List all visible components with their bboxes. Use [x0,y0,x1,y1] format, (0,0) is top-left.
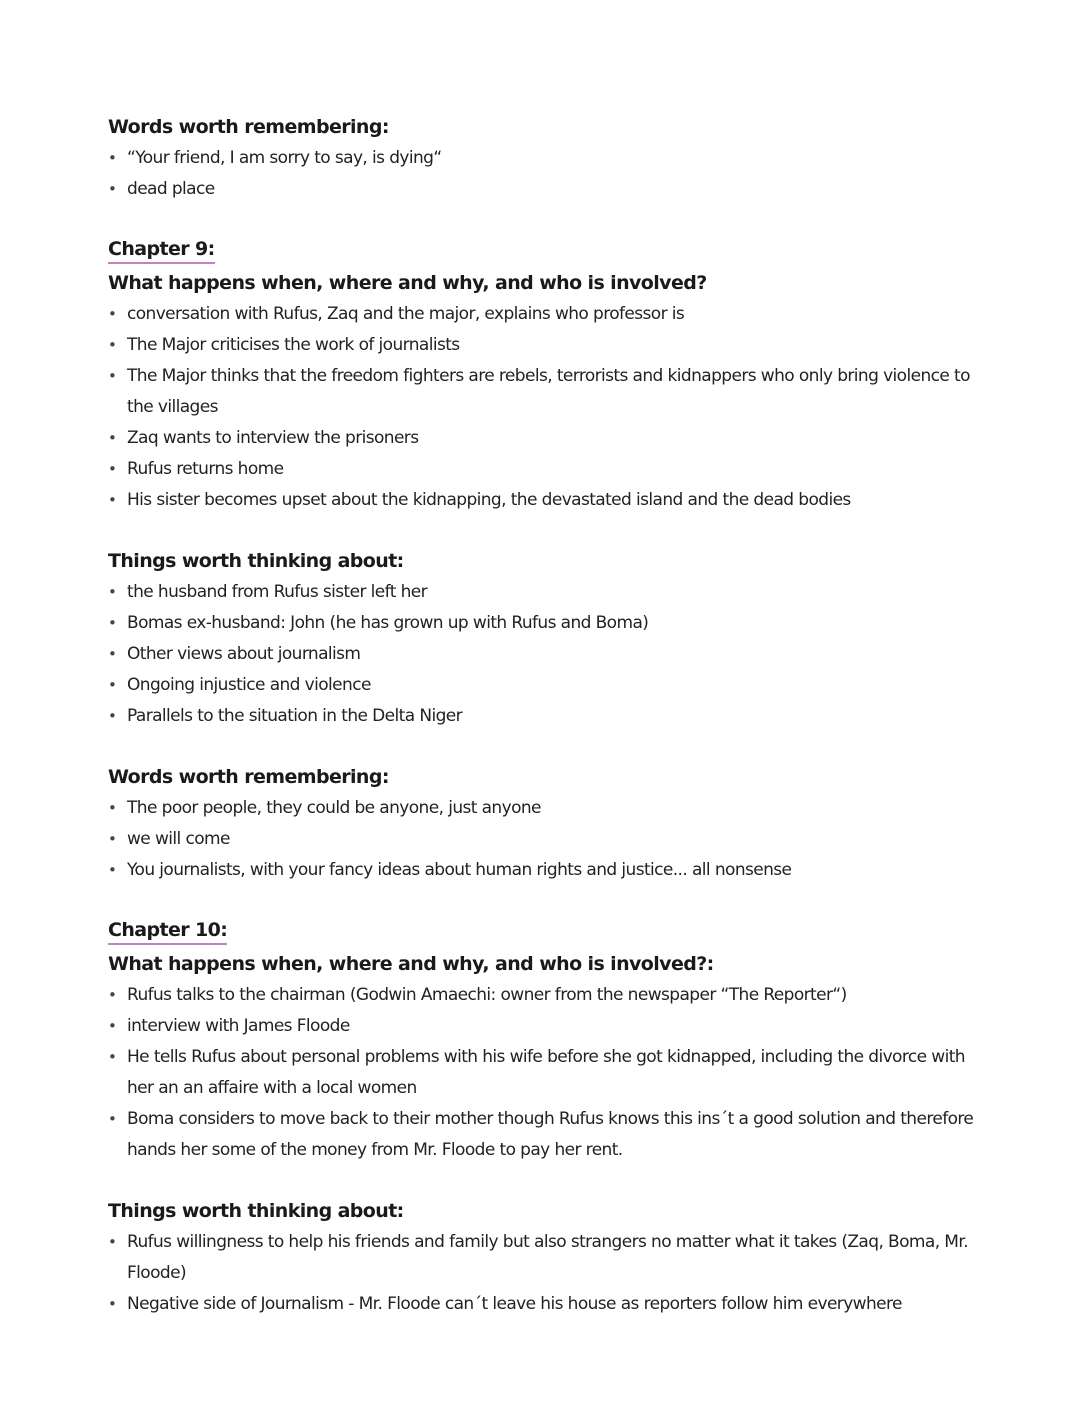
bullet-list [108,577,988,732]
list-item: • the husband from Rufus sister left her [108,577,988,608]
list-item: • we will come [108,824,988,855]
notes-page [108,112,988,1320]
section-things-worth-thinking-about [108,1196,988,1320]
section-words-worth-remembering [108,112,988,205]
section-heading: Words worth remembering: [108,766,389,788]
section-things-worth-thinking-about [108,546,988,732]
list-item: • Rufus returns home [108,454,988,485]
list-item: • conversation with Rufus, Zaq and the major, explains who professor is [108,299,988,330]
section-heading: What happens when, where and why, and who is involved? [108,272,707,294]
bullet-list [108,1227,988,1320]
list-item: • Ongoing injustice and violence [108,670,988,701]
section-heading: Things worth thinking about: [108,1200,404,1222]
bullet-list [108,299,988,516]
section-heading: Things worth thinking about: [108,550,404,572]
list-item: • Rufus willingness to help his friends and family but also strangers no matter what it takes (Zaq, Boma, Mr. Floode) [108,1227,988,1289]
list-item: • Parallels to the situation in the Delta Niger [108,701,988,732]
section-chapter-10 [108,917,988,1166]
list-item: • Zaq wants to interview the prisoners [108,423,988,454]
section-heading: Words worth remembering: [108,116,389,138]
list-item: • The Major criticises the work of journalists [108,330,988,361]
list-item: • You journalists, with your fancy ideas about human rights and justice... all nonsense [108,855,988,886]
section-chapter-9 [108,236,988,516]
bullet-list [108,980,988,1166]
list-item: • dead place [108,174,988,205]
list-item: • Boma considers to move back to their mother though Rufus knows this ins´t a good solution and therefore hands her some of the money from Mr. Floode to pay her rent. [108,1104,988,1166]
section-words-worth-remembering [108,762,988,886]
list-item: • Negative side of Journalism - Mr. Floode can´t leave his house as reporters follow him everywhere [108,1289,988,1320]
list-item: • The Major thinks that the freedom fighters are rebels, terrorists and kidnappers who only bring violence to the villages [108,361,988,423]
list-item: • The poor people, they could be anyone, just anyone [108,793,988,824]
list-item: • Rufus talks to the chairman (Godwin Amaechi: owner from the newspaper “The Reporter“) [108,980,988,1011]
list-item: • interview with James Floode [108,1011,988,1042]
bullet-list [108,143,988,205]
chapter-title: Chapter 9: [108,236,215,264]
list-item: • Bomas ex-husband: John (he has grown up with Rufus and Boma) [108,608,988,639]
list-item: • “Your friend, I am sorry to say, is dying“ [108,143,988,174]
list-item: • Other views about journalism [108,639,988,670]
list-item: • He tells Rufus about personal problems with his wife before she got kidnapped, including the divorce with her an an affaire with a local women [108,1042,988,1104]
list-item: • His sister becomes upset about the kidnapping, the devastated island and the dead bodies [108,485,988,516]
section-heading: What happens when, where and why, and who is involved?: [108,953,714,975]
chapter-title: Chapter 10: [108,917,227,945]
bullet-list [108,793,988,886]
